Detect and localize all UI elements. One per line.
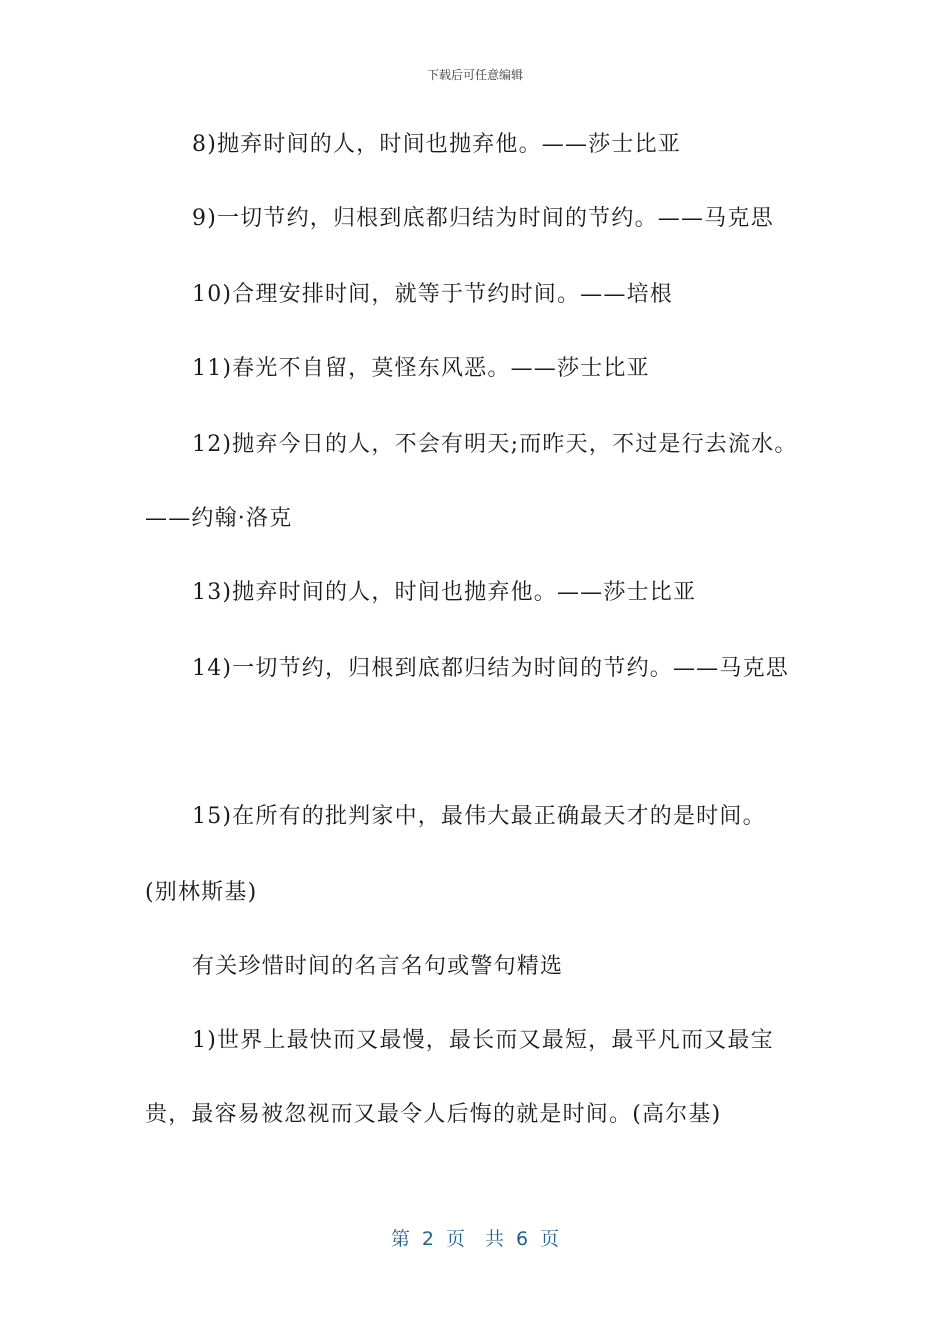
footer-current-page: 2: [421, 1228, 434, 1250]
quote-line-12-author: ——约翰·洛克: [145, 506, 293, 531]
footer-suffix: 页: [540, 1228, 560, 1250]
page-footer: [0, 1224, 950, 1251]
quote-line-14: 14)一切节约，归根到底都归结为时间的节约。——马克思: [192, 656, 789, 681]
quote-line-12: 12)抛弃今日的人，不会有明天;而昨天，不过是行去流水。: [192, 432, 798, 457]
footer-total-pages: 6: [516, 1228, 529, 1250]
quote-line-11: 11)春光不自留，莫怪东风恶。——莎士比亚: [192, 356, 650, 381]
footer-middle: 页 共: [445, 1228, 505, 1250]
quote-line-1: 1)世界上最快而又最慢，最长而又最短，最平凡而又最宝: [192, 1028, 774, 1053]
quote-line-9: 9)一切节约，归根到底都归结为时间的节约。——马克思: [192, 206, 774, 231]
quote-line-1-cont: 贵，最容易被忽视而又最令人后悔的就是时间。(高尔基): [145, 1102, 722, 1127]
page-header: 下载后可任意编辑: [426, 68, 523, 82]
quote-line-15: 15)在所有的批判家中，最伟大最正确最天才的是时间。: [192, 804, 766, 829]
section-heading: 有关珍惜时间的名言名句或警句精选: [192, 954, 564, 979]
quote-line-13: 13)抛弃时间的人，时间也抛弃他。——莎士比亚: [192, 580, 697, 605]
quote-line-15-author: (别林斯基): [145, 880, 258, 905]
footer-prefix: 第: [390, 1228, 410, 1250]
quote-line-10: 10)合理安排时间，就等于节约时间。——培根: [192, 282, 673, 307]
quote-line-8: 8)抛弃时间的人，时间也抛弃他。——莎士比亚: [192, 132, 681, 157]
